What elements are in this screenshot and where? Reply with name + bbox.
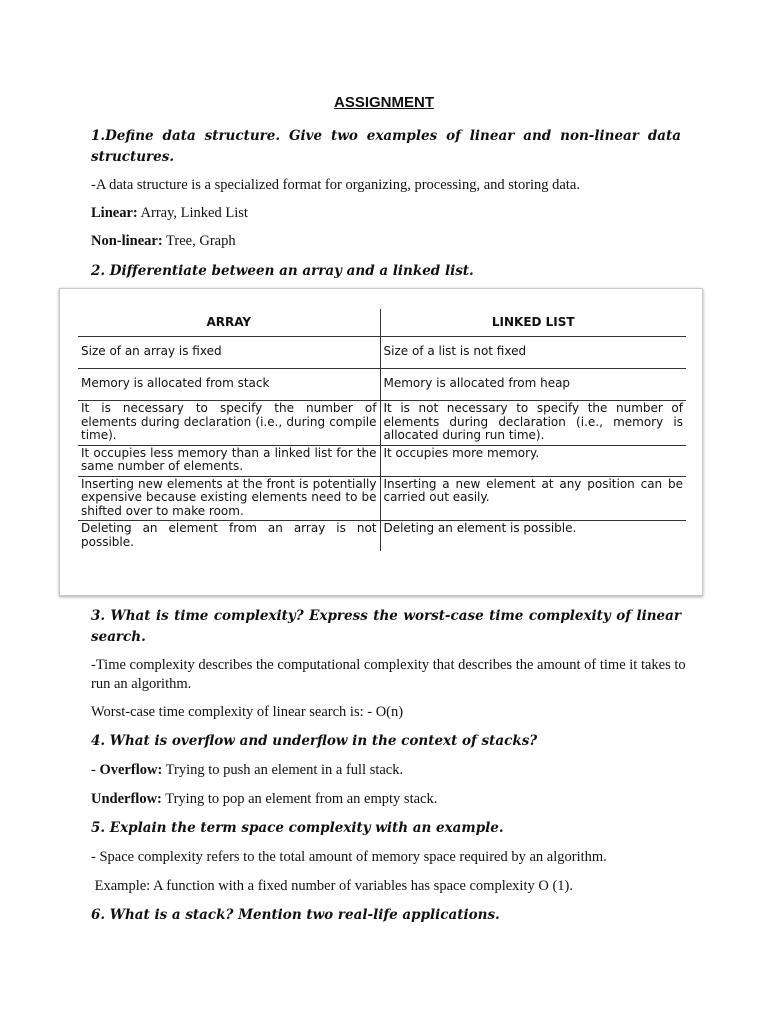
table-header-linked-list: LINKED LIST bbox=[380, 309, 686, 337]
linear-value: Array, Linked List bbox=[137, 205, 248, 221]
overflow-value: Trying to push an element in a full stack. bbox=[162, 762, 404, 778]
question-1: 1.Define data structure. Give two examples of linear and non-linear data structures. bbox=[91, 128, 681, 165]
table-cell: It occupies less memory than a linked list for the same number of elements. bbox=[78, 445, 380, 476]
table-row bbox=[78, 369, 686, 401]
question-6: 6. What is a stack? Mention two real-life applications. bbox=[91, 907, 500, 923]
nonlinear-value: Tree, Graph bbox=[162, 233, 236, 249]
table-header-array: ARRAY bbox=[78, 309, 380, 337]
comparison-table bbox=[78, 309, 686, 551]
question-2: 2. Differentiate between an array and a linked list. bbox=[91, 263, 474, 279]
table-cell: It is necessary to specify the number of elements during declaration (i.e., during compile time). bbox=[78, 401, 380, 446]
table-cell: Inserting new elements at the front is potentially expensive because existing elements need to be shifted over to make room. bbox=[78, 476, 380, 521]
underflow-label: Underflow: bbox=[91, 791, 162, 807]
question-4: 4. What is overflow and underflow in the context of stacks? bbox=[91, 733, 538, 749]
answer-1-linear bbox=[91, 204, 691, 223]
linear-label: Linear: bbox=[91, 205, 138, 221]
table-row bbox=[78, 445, 686, 476]
table-header-row bbox=[78, 309, 686, 337]
table-row bbox=[78, 476, 686, 521]
comparison-table-image bbox=[59, 288, 703, 596]
answer-1-definition: -A data structure is a specialized format for organizing, processing, and storing data. bbox=[91, 177, 580, 193]
question-3: 3. What is time complexity? Express the worst-case time complexity of linear search. bbox=[91, 608, 681, 645]
answer-4-overflow bbox=[91, 761, 691, 780]
table-row bbox=[78, 521, 686, 552]
table-row bbox=[78, 337, 686, 369]
table-cell: Deleting an element from an array is not possible. bbox=[78, 521, 380, 552]
answer-3-definition: -Time complexity describes the computational complexity that describes the amount of time it takes to run an algorithm. bbox=[91, 657, 686, 692]
table-cell: Memory is allocated from heap bbox=[380, 369, 686, 401]
answer-3-worst-case: Worst-case time complexity of linear search is: - O(n) bbox=[91, 704, 404, 720]
overflow-label: Overflow: bbox=[99, 762, 163, 778]
nonlinear-label: Non-linear: bbox=[91, 233, 163, 249]
answer-5-definition: - Space complexity refers to the total amount of memory space required by an algorithm. bbox=[91, 849, 607, 865]
page-title: ASSIGNMENT bbox=[333, 94, 434, 111]
answer-1-nonlinear bbox=[91, 232, 691, 251]
question-5: 5. Explain the term space complexity with an example. bbox=[91, 820, 504, 836]
answer-4-underflow bbox=[91, 790, 691, 809]
overflow-prefix: - bbox=[91, 762, 100, 778]
table-cell: Deleting an element is possible. bbox=[380, 521, 686, 552]
table-cell: Memory is allocated from stack bbox=[78, 369, 380, 401]
table-cell: It is not necessary to specify the number of elements during declaration (i.e., memory is allocated during run time). bbox=[380, 401, 686, 446]
table-cell: Size of a list is not fixed bbox=[383, 344, 527, 359]
answer-5-example: Example: A function with a fixed number of variables has space complexity O (1). bbox=[91, 878, 573, 894]
underflow-value: Trying to pop an element from an empty stack. bbox=[161, 791, 438, 807]
table-row bbox=[78, 401, 686, 446]
table-cell: Size of an array is fixed bbox=[78, 337, 380, 369]
table-cell: Inserting a new element at any position can be carried out easily. bbox=[380, 476, 686, 521]
table-cell: It occupies more memory. bbox=[380, 445, 686, 476]
